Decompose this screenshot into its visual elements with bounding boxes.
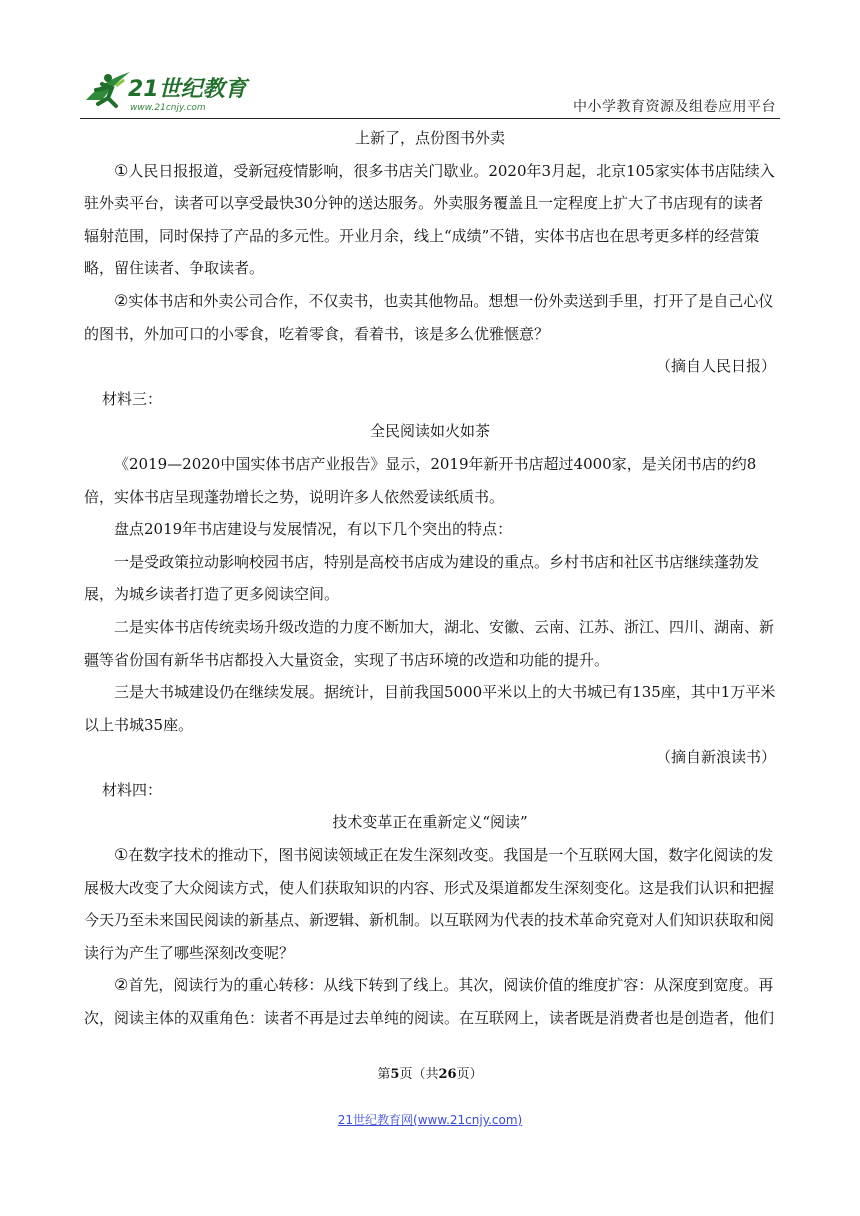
site-link[interactable]: 21世纪教育网(www.21cnjy.com) <box>337 1113 523 1127</box>
logo-21cnjy <box>82 66 252 114</box>
current-page: 5 <box>390 1067 400 1082</box>
paragraph: 三是大书城建设仍在继续发展。据统计，目前我国5000平米以上的大书城已有135座，其中1万平米以上书城35座。 <box>84 683 776 734</box>
paragraph <box>84 155 776 285</box>
paragraph-number: ② <box>114 975 129 995</box>
paragraph: 一是受政策拉动影响校园书店，特别是高校书店成为建设的重点。乡村书店和社区书店继续蓬勃发展，为城乡读者打造了更多阅读空间。 <box>84 552 760 604</box>
paragraph-text: 在数字技术的推动下，图书阅读领域正在发生深刻改变。我国是一个互联网大国，数字化阅读的发展极大改变了大众阅读方式，使人们获取知识的内容、形式及渠道都发生深刻变化。这是我们认识和把握今天乃至未来国民阅读的新基点、新逻辑、新机制。以互联网为代表的技术革命究竟对人们知识获取和阅读行为产生了哪些深刻改变呢？ <box>84 846 775 962</box>
page-mid: 页（共 <box>399 1067 439 1082</box>
total-pages: 26 <box>438 1067 457 1082</box>
page-prefix: 第 <box>377 1067 391 1082</box>
source-citation: （摘自新浪读书） <box>655 748 776 767</box>
document-body <box>84 122 776 1035</box>
material-label: 材料三： <box>102 389 163 408</box>
page-suffix: 页） <box>456 1067 483 1082</box>
paragraph-number: ② <box>114 290 129 310</box>
paragraph <box>84 839 776 969</box>
paragraph <box>84 969 776 1034</box>
article-title: 全民阅读如火如茶 <box>369 422 490 441</box>
page-header <box>80 62 780 119</box>
source-citation: （摘自人民日报） <box>655 357 776 376</box>
paragraph: 《2019—2020中国实体书店产业报告》显示，2019年新开书店超过4000家，是关闭书店的约8倍，实体书店呈现蓬勃增长之势，说明许多人依然爱读纸质书。 <box>84 454 757 506</box>
paragraph: 二是实体书店传统卖场升级改造的力度不断加大，湖北、安徽、云南、江苏、浙江、四川、湖南、新疆等省份国有新华书店都投入大量资金，实现了书店环境的改造和功能的提升。 <box>84 617 775 669</box>
paragraph-number: ① <box>114 160 129 180</box>
page-number <box>0 1063 860 1082</box>
material-label: 材料四： <box>102 780 163 799</box>
article-title: 上新了，点份图书外卖 <box>354 129 505 147</box>
platform-title: 中小学教育资源及组卷应用平台 <box>573 99 776 115</box>
article-title: 技术变革正在重新定义“阅读” <box>332 813 528 832</box>
paragraph <box>84 285 776 350</box>
logo-text: 21世纪教育 <box>128 77 247 102</box>
paragraph: 盘点2019年书店建设与发展情况，有以下几个突出的特点： <box>114 520 513 539</box>
paragraph-text: 人民日报报道，受新冠疫情影响，很多书店关门歇业。2020年3月起，北京105家实体书店陆续入驻外卖平台，读者可以享受最快30分钟的送达服务。外卖服务覆盖且一定程度上扩大了书店现有的读者辐射范围，同时保持了产品的多元性。开业月余，线上“成绩”不错，实体书店也在思考更多样的经营策略，留住读者、争取读者。 <box>84 161 775 278</box>
paragraph-number: ① <box>114 845 129 865</box>
logo-url: www.21cnjy.com <box>130 103 206 113</box>
paragraph-text: 首先，阅读行为的重心转移：从线下转到了线上。其次，阅读价值的维度扩容：从深度到宽度。再次，阅读主体的双重角色：读者不再是过去单纯的阅读。在互联网上，读者既是消费者也是创造者，他们 <box>84 976 775 1028</box>
paragraph-text: 实体书店和外卖公司合作，不仅卖书，也卖其他物品。想想一份外卖送到手里，打开了是自己心仪的图书，外加可口的小零食，吃着零食，看着书，该是多么优雅惬意？ <box>84 291 774 343</box>
